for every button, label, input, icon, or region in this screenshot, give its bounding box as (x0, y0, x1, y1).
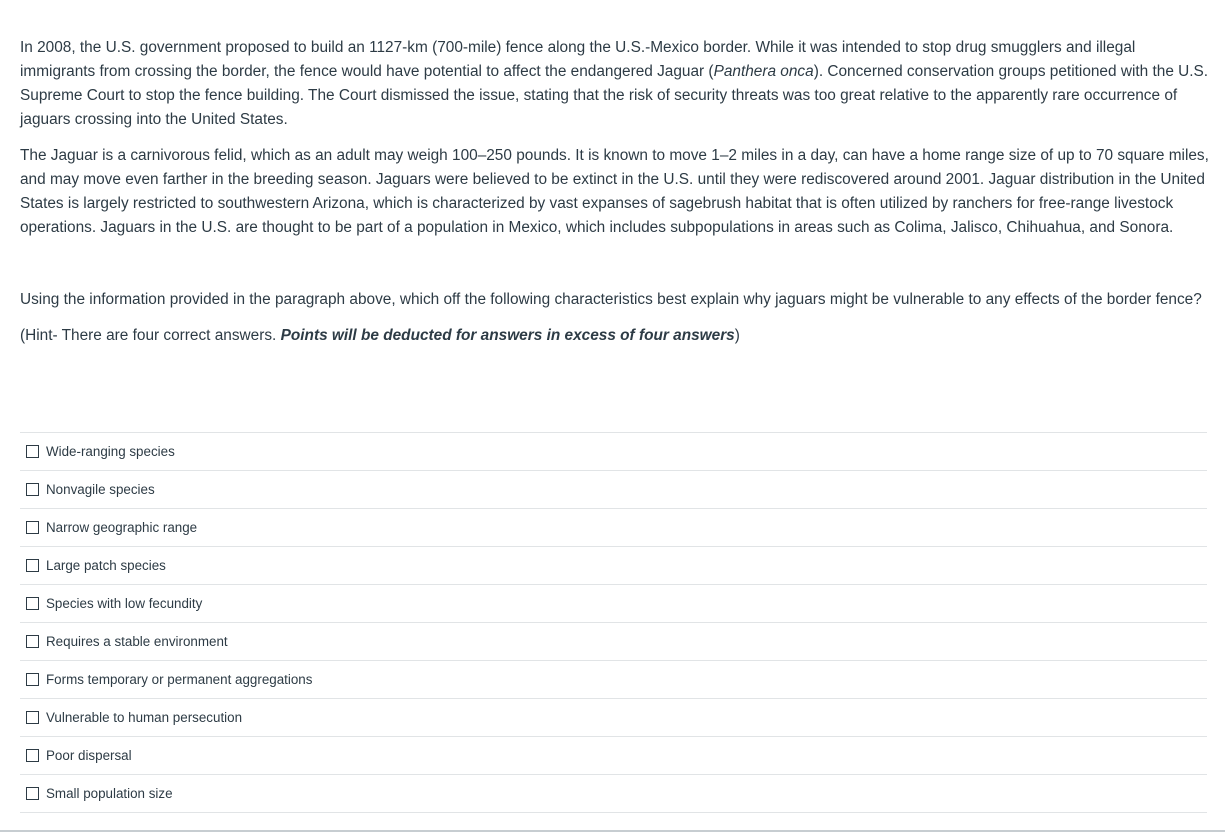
bottom-divider (0, 830, 1225, 832)
question-text (20, 36, 1210, 360)
question-paragraph-1 (20, 36, 1210, 132)
answer-label[interactable]: Nonvagile species (46, 482, 155, 497)
answer-option[interactable] (20, 737, 1207, 775)
answer-label[interactable]: Wide-ranging species (46, 444, 175, 459)
answer-option[interactable] (20, 547, 1207, 585)
answer-label[interactable]: Large patch species (46, 558, 166, 573)
answer-list (20, 432, 1207, 813)
checkbox[interactable] (26, 559, 39, 572)
answer-option[interactable] (20, 661, 1207, 699)
answer-label[interactable]: Small population size (46, 786, 173, 801)
answer-option[interactable] (20, 585, 1207, 623)
paragraph-1-text-start: In 2008, the U.S. government proposed to build an 1127-km (700-mile) fence along the U.S.-Mexico border. While it was intended to stop drug smugglers and illegal immigrants from crossing the border, the fence would have potential to affect the endangered Jaguar ( (20, 39, 1136, 80)
answer-label[interactable]: Vulnerable to human persecution (46, 710, 243, 725)
answer-label[interactable]: Requires a stable environment (46, 634, 228, 649)
answer-option[interactable] (20, 699, 1207, 737)
checkbox[interactable] (26, 749, 39, 762)
answer-label[interactable]: Forms temporary or permanent aggregations (46, 672, 313, 687)
checkbox[interactable] (26, 787, 39, 800)
hint-suffix: ) (734, 327, 740, 344)
answer-label[interactable]: Species with low fecundity (46, 596, 203, 611)
question-paragraph-2: The Jaguar is a carnivorous felid, which as an adult may weigh 100–250 pounds. It is known to move 1–2 miles in a day, can have a home range size of up to 70 square miles, and may move even farther in the breeding season. Jaguars were believed to be extinct in the U.S. until they were rediscovered around 2001. Jaguar distribution in the United States is largely restricted to southwestern Arizona, which is characterized by vast expanses of sagebrush habitat that is often utilized by ranchers for free-range livestock operations. Jaguars in the U.S. are thought to be part of a population in Mexico, which includes subpopulations in areas such as Colima, Jalisco, Chihuahua, and Sonora. (20, 147, 1209, 236)
checkbox[interactable] (26, 483, 39, 496)
paragraph-1-text-end: ). Concerned conservation groups petitioned with the U.S. Supreme Court to stop the fence building. The Court dismissed the issue, stating that the risk of security threats was too great relative to the apparently rare occurrence of jaguars crossing into the United States. (20, 63, 1209, 128)
checkbox[interactable] (26, 711, 39, 724)
question-hint (20, 324, 1210, 348)
checkbox[interactable] (26, 673, 39, 686)
answer-option[interactable] (20, 775, 1207, 813)
species-name: Panthera onca (713, 63, 814, 80)
hint-emphasis: Points will be deducted for answers in excess of four answers (280, 327, 735, 344)
answer-option[interactable] (20, 509, 1207, 547)
answer-option[interactable] (20, 433, 1207, 471)
checkbox[interactable] (26, 445, 39, 458)
checkbox[interactable] (26, 635, 39, 648)
answer-label[interactable]: Poor dispersal (46, 748, 132, 763)
answer-label[interactable]: Narrow geographic range (46, 520, 198, 535)
answer-option[interactable] (20, 471, 1207, 509)
question-prompt: Using the information provided in the paragraph above, which off the following characteristics best explain why jaguars might be vulnerable to any effects of the border fence? (20, 291, 1202, 308)
hint-prefix: (Hint- There are four correct answers. (20, 327, 281, 344)
answer-option[interactable] (20, 623, 1207, 661)
checkbox[interactable] (26, 521, 39, 534)
checkbox[interactable] (26, 597, 39, 610)
